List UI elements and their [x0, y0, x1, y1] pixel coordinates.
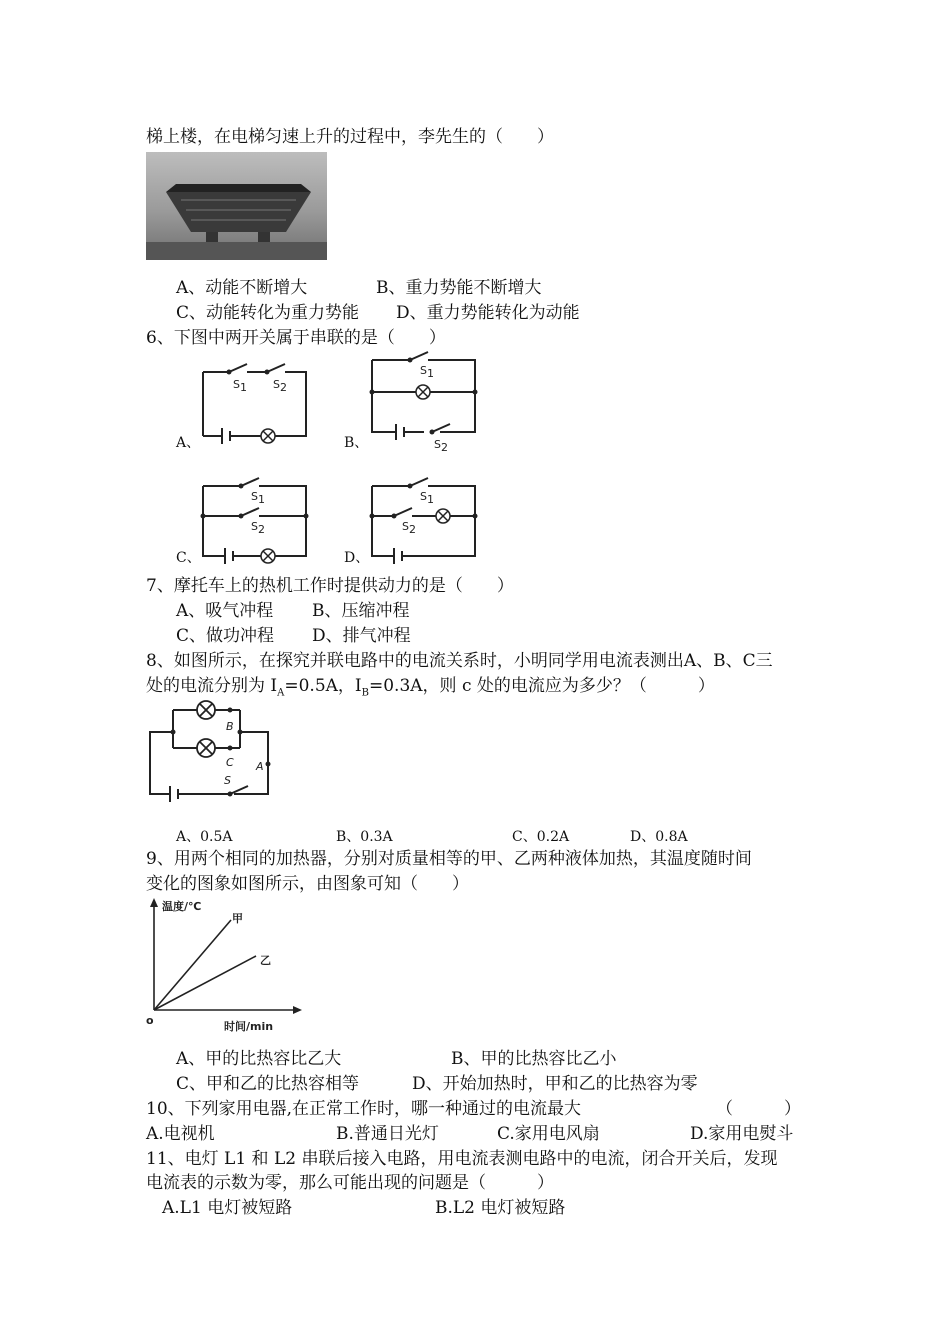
q6-label-d: D、 — [344, 550, 370, 566]
q9-stem-line1: 9、用两个相同的加热器，分别对质量相等的甲、乙两种液体加热，其温度随时间 — [146, 849, 752, 869]
q9-origin: o — [146, 1014, 154, 1027]
svg-text:1: 1 — [240, 381, 247, 394]
q8-option-d: D、0.8A — [630, 829, 688, 845]
q6-label-c: C、 — [176, 550, 201, 566]
svg-text:S: S — [233, 378, 240, 391]
q9-series-yi: 乙 — [260, 954, 271, 967]
series-yi-line — [154, 956, 256, 1010]
q10-option-b: B.普通日光灯 — [336, 1124, 439, 1144]
q8-option-c: C、0.2A — [512, 829, 570, 845]
svg-text:1: 1 — [427, 493, 434, 506]
svg-text:S: S — [224, 774, 231, 787]
q11-option-a: A.L1 电灯被短路 — [162, 1198, 293, 1218]
q10-option-d: D.家用电熨斗 — [690, 1124, 794, 1144]
q8-parallel-circuit — [148, 700, 278, 805]
q9-ylabel: 温度/℃ — [162, 900, 202, 913]
svg-text:2: 2 — [280, 381, 287, 394]
svg-text:S: S — [420, 364, 427, 377]
q5-option-b: B、重力势能不断增大 — [376, 278, 542, 298]
svg-text:2: 2 — [258, 523, 265, 536]
svg-text:S: S — [434, 438, 441, 451]
q6-circuit-c — [203, 478, 313, 568]
svg-text:2: 2 — [441, 441, 448, 454]
q9-option-c: C、甲和乙的比热容相等 — [176, 1074, 360, 1094]
q9-series-jia: 甲 — [232, 912, 243, 925]
q8-option-b: B、0.3A — [336, 829, 393, 845]
q8-stem-line2: 处的电流分别为 $I_A=0.5A$，$I_B=0.3A$，则 c 处的电流应为多少？（ ） — [146, 676, 715, 699]
q9-option-b: B、甲的比热容比乙小 — [451, 1049, 617, 1069]
q8-stem-line1: 8、如图所示，在探究并联电路中的电流关系时，小明同学用电流表测出A、B、C三 — [146, 651, 773, 671]
svg-text:S: S — [402, 520, 409, 533]
q5-stem: 梯上楼，在电梯匀速上升的过程中，李先生的（ ） — [146, 127, 554, 147]
q9-option-a: A、甲的比热容比乙大 — [176, 1049, 342, 1069]
q7-option-d: D、排气冲程 — [312, 626, 411, 646]
q10-stem: 10、下列家用电器,在正常工作时，哪一种通过的电流最大 — [146, 1099, 582, 1119]
q5-option-d: D、重力势能转化为动能 — [396, 303, 580, 323]
q7-option-c: C、做功冲程 — [176, 626, 275, 646]
series-jia-line — [154, 920, 231, 1010]
q7-option-a: A、吸气冲程 — [176, 601, 274, 621]
q10-option-a: A.电视机 — [146, 1124, 215, 1144]
q6-circuit-a — [203, 362, 313, 442]
q5-option-a: A、动能不断增大 — [176, 278, 308, 298]
pavilion-drawing — [146, 152, 327, 260]
q6-stem: 6、下图中两开关属于串联的是（ ） — [146, 328, 446, 348]
svg-text:S: S — [273, 378, 280, 391]
q9-option-d: D、开始加热时，甲和乙的比热容为零 — [412, 1074, 698, 1094]
q11-option-b: B.L2 电灯被短路 — [435, 1198, 566, 1218]
q6-circuit-d — [372, 478, 482, 568]
q7-stem: 7、摩托车上的热机工作时提供动力的是（ ） — [146, 576, 514, 596]
q6-label-a: A、 — [176, 435, 201, 451]
svg-text:C: C — [226, 756, 234, 769]
q8-option-a: A、0.5A — [176, 829, 233, 845]
svg-text:A: A — [256, 760, 264, 773]
svg-text:1: 1 — [258, 493, 265, 506]
q11-stem-line1: 11、电灯 L1 和 L2 串联后接入电路，用电流表测电路中的电流，闭合开关后，发现 — [146, 1149, 778, 1169]
q10-blank: （ ） — [716, 1099, 801, 1119]
pavilion-photo — [146, 152, 327, 260]
svg-text:B: B — [226, 720, 234, 733]
q7-option-b: B、压缩冲程 — [312, 601, 410, 621]
q10-option-c: C.家用电风扇 — [497, 1124, 600, 1144]
q9-xlabel: 时间/min — [224, 1020, 274, 1033]
svg-text:2: 2 — [409, 523, 416, 536]
svg-text:S: S — [420, 490, 427, 503]
svg-text:S: S — [251, 490, 258, 503]
q6-circuit-b — [372, 352, 482, 454]
q9-stem-line2: 变化的图象如图所示，由图象可知（ ） — [146, 874, 469, 894]
q9-temperature-graph — [146, 898, 306, 1033]
q11-stem-line2: 电流表的示数为零，那么可能出现的问题是（ ） — [146, 1173, 554, 1193]
q6-label-b: B、 — [344, 435, 369, 451]
q5-option-c: C、动能转化为重力势能 — [176, 303, 360, 323]
svg-text:S: S — [251, 520, 258, 533]
svg-text:1: 1 — [427, 367, 434, 380]
